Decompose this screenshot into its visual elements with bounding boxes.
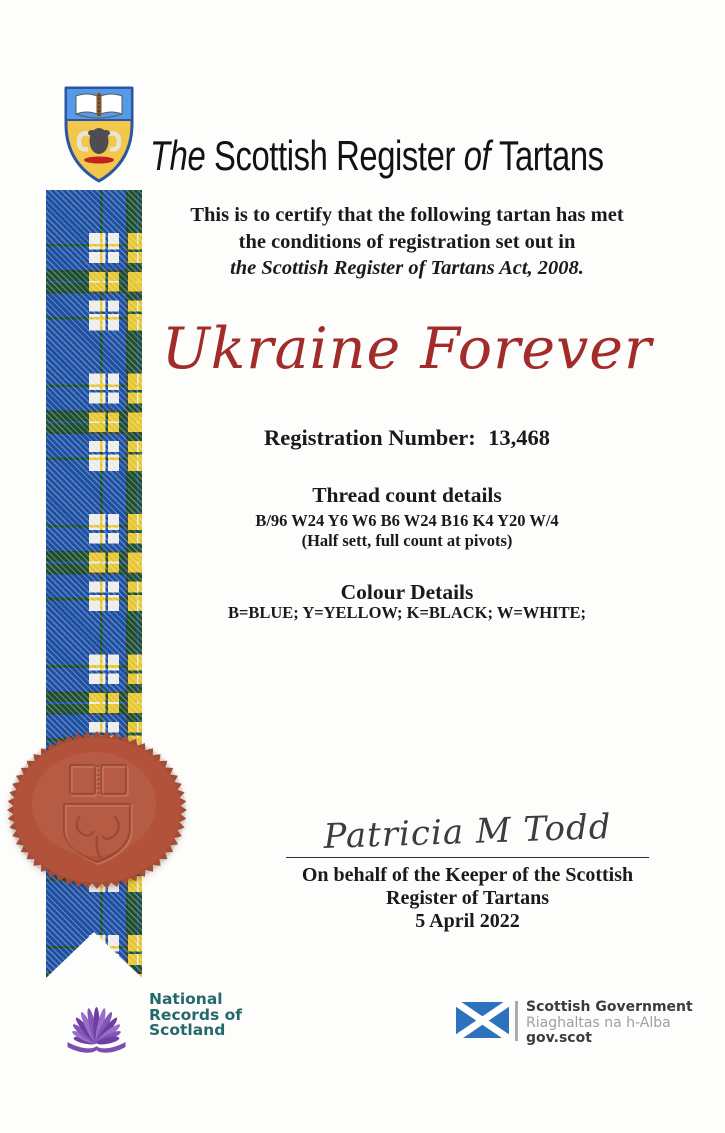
signature-date: 5 April 2022 bbox=[415, 910, 520, 932]
certification-line-3: the Scottish Register of Tartans Act, 2008. bbox=[230, 257, 584, 279]
registration-label: Registration Number: bbox=[263, 425, 476, 450]
nrs-line-1: National bbox=[149, 990, 223, 1008]
thread-count-value: B/96 W24 Y6 W6 B6 W24 B16 K4 Y20 W/4 bbox=[255, 511, 559, 530]
scotgov-divider bbox=[515, 1001, 518, 1041]
colour-details-heading: Colour Details bbox=[340, 580, 474, 604]
signature-rule bbox=[286, 857, 649, 858]
title-the: The bbox=[150, 132, 214, 180]
signature-line-1: On behalf of the Keeper of the Scottish bbox=[301, 864, 634, 886]
nrs-line-3: Scotland bbox=[149, 1021, 226, 1039]
certification-statement bbox=[146, 202, 668, 282]
thread-count-note: (Half sett, full count at pivots) bbox=[301, 531, 513, 550]
title-middle: Scottish Register bbox=[213, 132, 464, 180]
scotgov-domain: gov.scot bbox=[526, 1030, 592, 1046]
colour-details-value: B=BLUE; Y=YELLOW; K=BLACK; W=WHITE; bbox=[227, 603, 587, 622]
tartan-name: Ukraine Forever bbox=[161, 316, 653, 382]
registration-line bbox=[146, 425, 668, 451]
certification-line-2: the conditions of registration set out in bbox=[238, 230, 576, 253]
scotgov-name: Scottish Government bbox=[526, 999, 693, 1015]
signature-handwriting: Patricia M Todd bbox=[322, 806, 613, 858]
certificate-body bbox=[146, 0, 668, 1133]
nrs-line-2: Records of bbox=[149, 1005, 243, 1024]
nrs-wordmark bbox=[149, 992, 242, 1039]
certification-line-1: This is to certify that the following tartan has met bbox=[190, 204, 624, 226]
nrs-book-fan-icon bbox=[49, 985, 145, 1057]
register-crest-icon bbox=[62, 84, 136, 184]
thread-count-heading: Thread count details bbox=[312, 483, 502, 507]
scotgov-wordmark bbox=[526, 1000, 693, 1047]
title-tail: Tartans bbox=[498, 132, 604, 180]
scotgov-gaelic: Riaghaltas na h-Alba bbox=[526, 1014, 671, 1031]
registration-number: 13,468 bbox=[488, 425, 551, 450]
saltire-flag-icon bbox=[456, 1002, 509, 1038]
title-of: of bbox=[463, 132, 499, 180]
signature-line-2: Register of Tartans bbox=[386, 887, 549, 909]
signature-block bbox=[286, 864, 649, 933]
